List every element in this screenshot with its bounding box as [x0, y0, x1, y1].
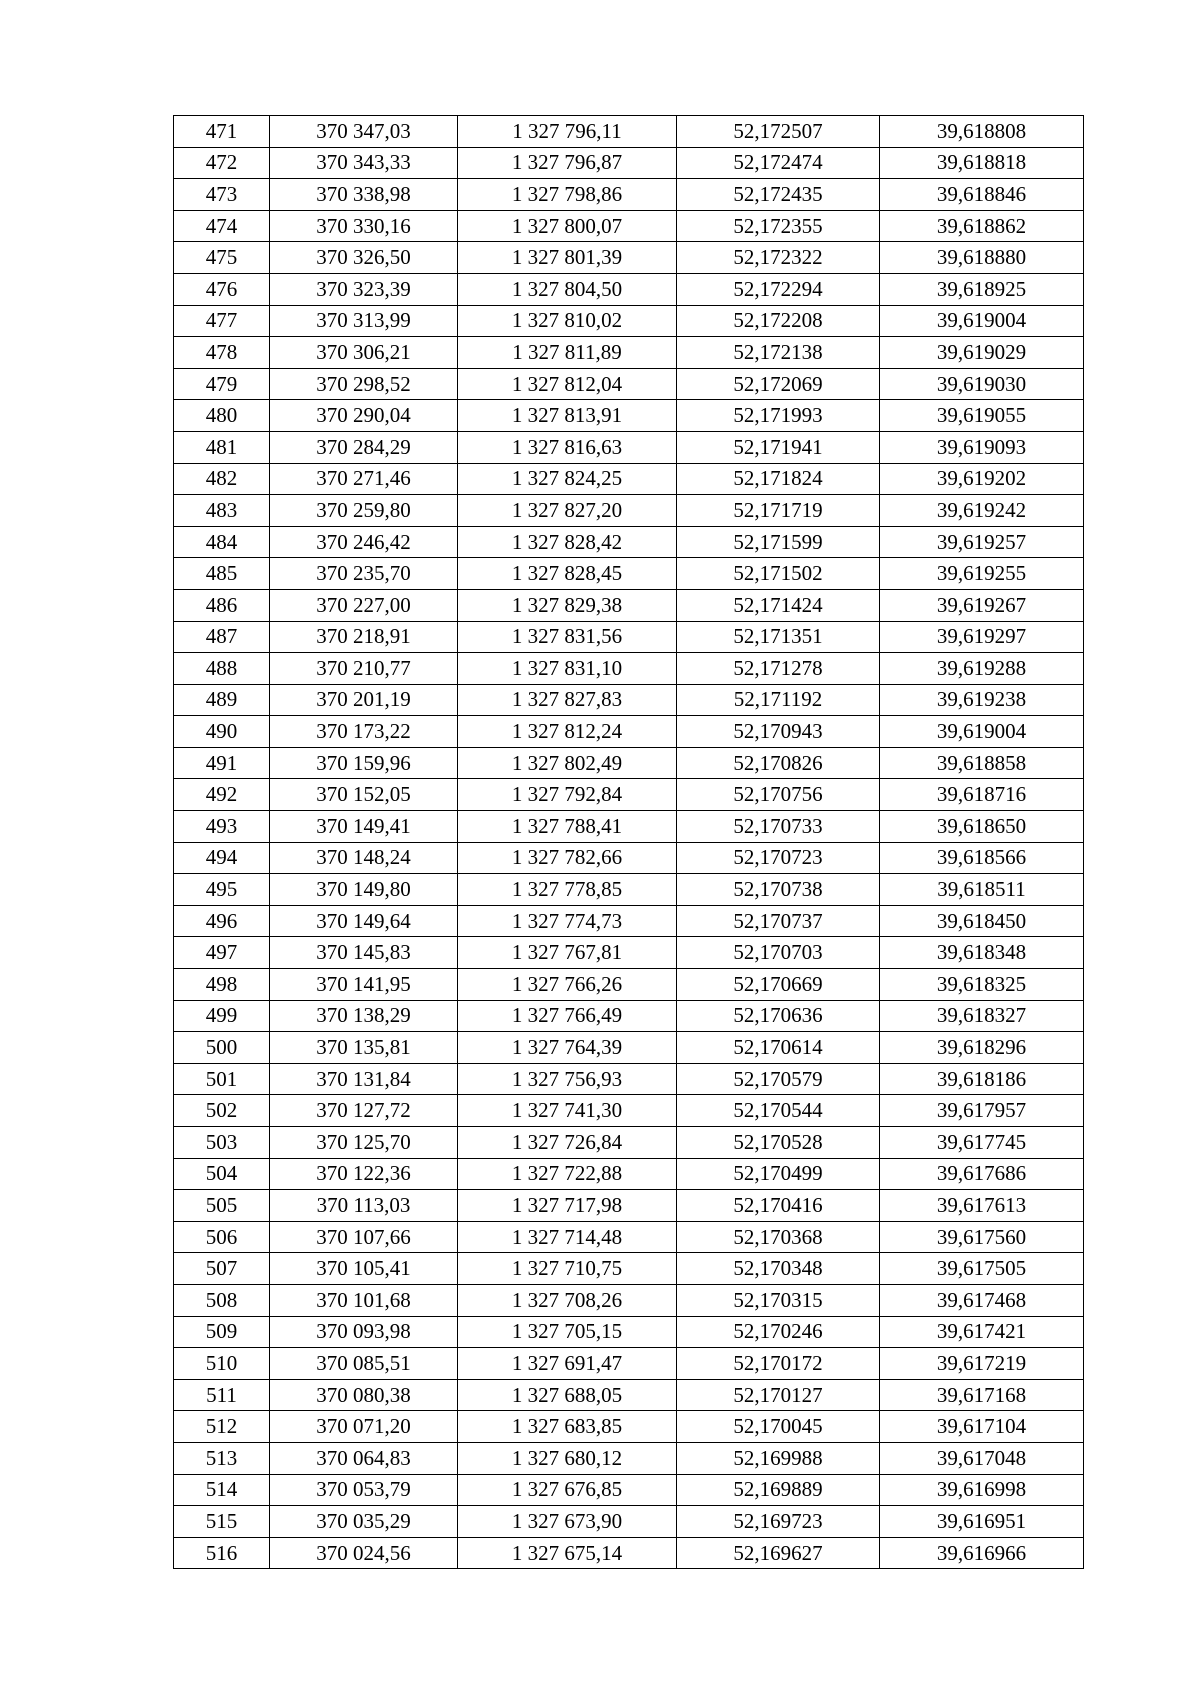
latitude-cell: 52,170127 — [677, 1379, 880, 1411]
latitude-cell: 52,172138 — [677, 337, 880, 369]
y-coordinate-cell: 1 327 691,47 — [458, 1348, 677, 1380]
longitude-cell: 39,619238 — [880, 684, 1084, 716]
y-coordinate-cell: 1 327 688,05 — [458, 1379, 677, 1411]
latitude-cell: 52,170416 — [677, 1190, 880, 1222]
point-number-cell: 508 — [174, 1284, 270, 1316]
longitude-cell: 39,616966 — [880, 1537, 1084, 1569]
x-coordinate-cell: 370 290,04 — [270, 400, 458, 432]
point-number-cell: 483 — [174, 495, 270, 527]
table-row — [174, 1442, 1084, 1474]
point-number-cell: 481 — [174, 431, 270, 463]
x-coordinate-cell: 370 284,29 — [270, 431, 458, 463]
y-coordinate-cell: 1 327 800,07 — [458, 210, 677, 242]
point-number-cell: 511 — [174, 1379, 270, 1411]
longitude-cell: 39,617505 — [880, 1253, 1084, 1285]
point-number-cell: 512 — [174, 1411, 270, 1443]
x-coordinate-cell: 370 227,00 — [270, 589, 458, 621]
point-number-cell: 501 — [174, 1063, 270, 1095]
y-coordinate-cell: 1 327 812,04 — [458, 368, 677, 400]
point-number-cell: 503 — [174, 1127, 270, 1159]
x-coordinate-cell: 370 131,84 — [270, 1063, 458, 1095]
point-number-cell: 516 — [174, 1537, 270, 1569]
longitude-cell: 39,617219 — [880, 1348, 1084, 1380]
y-coordinate-cell: 1 327 831,10 — [458, 653, 677, 685]
x-coordinate-cell: 370 085,51 — [270, 1348, 458, 1380]
x-coordinate-cell: 370 271,46 — [270, 463, 458, 495]
x-coordinate-cell: 370 338,98 — [270, 179, 458, 211]
x-coordinate-cell: 370 201,19 — [270, 684, 458, 716]
y-coordinate-cell: 1 327 831,56 — [458, 621, 677, 653]
x-coordinate-cell: 370 218,91 — [270, 621, 458, 653]
latitude-cell: 52,169627 — [677, 1537, 880, 1569]
latitude-cell: 52,171351 — [677, 621, 880, 653]
table-row — [174, 242, 1084, 274]
y-coordinate-cell: 1 327 827,83 — [458, 684, 677, 716]
table-row — [174, 1063, 1084, 1095]
table-row — [174, 1379, 1084, 1411]
latitude-cell: 52,171192 — [677, 684, 880, 716]
table-row — [174, 589, 1084, 621]
table-row — [174, 431, 1084, 463]
latitude-cell: 52,169889 — [677, 1474, 880, 1506]
y-coordinate-cell: 1 327 717,98 — [458, 1190, 677, 1222]
point-number-cell: 486 — [174, 589, 270, 621]
x-coordinate-cell: 370 149,64 — [270, 905, 458, 937]
latitude-cell: 52,170737 — [677, 905, 880, 937]
point-number-cell: 513 — [174, 1442, 270, 1474]
point-number-cell: 480 — [174, 400, 270, 432]
longitude-cell: 39,618716 — [880, 779, 1084, 811]
point-number-cell: 475 — [174, 242, 270, 274]
latitude-cell: 52,170544 — [677, 1095, 880, 1127]
y-coordinate-cell: 1 327 812,24 — [458, 716, 677, 748]
y-coordinate-cell: 1 327 782,66 — [458, 842, 677, 874]
table-row — [174, 1127, 1084, 1159]
point-number-cell: 476 — [174, 273, 270, 305]
x-coordinate-cell: 370 138,29 — [270, 1000, 458, 1032]
table-row — [174, 368, 1084, 400]
latitude-cell: 52,171599 — [677, 526, 880, 558]
latitude-cell: 52,170368 — [677, 1221, 880, 1253]
longitude-cell: 39,618450 — [880, 905, 1084, 937]
x-coordinate-cell: 370 127,72 — [270, 1095, 458, 1127]
table-row — [174, 495, 1084, 527]
y-coordinate-cell: 1 327 813,91 — [458, 400, 677, 432]
x-coordinate-cell: 370 149,80 — [270, 874, 458, 906]
longitude-cell: 39,618325 — [880, 969, 1084, 1001]
latitude-cell: 52,172294 — [677, 273, 880, 305]
table-row — [174, 305, 1084, 337]
latitude-cell: 52,171719 — [677, 495, 880, 527]
table-row — [174, 1411, 1084, 1443]
table-row — [174, 1032, 1084, 1064]
table-row — [174, 1348, 1084, 1380]
y-coordinate-cell: 1 327 778,85 — [458, 874, 677, 906]
table-row — [174, 653, 1084, 685]
longitude-cell: 39,617421 — [880, 1316, 1084, 1348]
table-row — [174, 1221, 1084, 1253]
x-coordinate-cell: 370 259,80 — [270, 495, 458, 527]
latitude-cell: 52,171941 — [677, 431, 880, 463]
point-number-cell: 493 — [174, 811, 270, 843]
x-coordinate-cell: 370 298,52 — [270, 368, 458, 400]
y-coordinate-cell: 1 327 788,41 — [458, 811, 677, 843]
latitude-cell: 52,171824 — [677, 463, 880, 495]
point-number-cell: 504 — [174, 1158, 270, 1190]
latitude-cell: 52,171993 — [677, 400, 880, 432]
point-number-cell: 495 — [174, 874, 270, 906]
latitude-cell: 52,169988 — [677, 1442, 880, 1474]
x-coordinate-cell: 370 306,21 — [270, 337, 458, 369]
x-coordinate-cell: 370 246,42 — [270, 526, 458, 558]
point-number-cell: 498 — [174, 969, 270, 1001]
latitude-cell: 52,169723 — [677, 1506, 880, 1538]
x-coordinate-cell: 370 113,03 — [270, 1190, 458, 1222]
x-coordinate-cell: 370 024,56 — [270, 1537, 458, 1569]
table-row — [174, 273, 1084, 305]
x-coordinate-cell: 370 135,81 — [270, 1032, 458, 1064]
table-row — [174, 716, 1084, 748]
point-number-cell: 502 — [174, 1095, 270, 1127]
latitude-cell: 52,170246 — [677, 1316, 880, 1348]
longitude-cell: 39,619202 — [880, 463, 1084, 495]
longitude-cell: 39,618858 — [880, 747, 1084, 779]
point-number-cell: 494 — [174, 842, 270, 874]
y-coordinate-cell: 1 327 802,49 — [458, 747, 677, 779]
latitude-cell: 52,171278 — [677, 653, 880, 685]
latitude-cell: 52,170579 — [677, 1063, 880, 1095]
coordinates-table-body — [174, 116, 1084, 1569]
table-row — [174, 147, 1084, 179]
latitude-cell: 52,172474 — [677, 147, 880, 179]
latitude-cell: 52,172507 — [677, 116, 880, 148]
y-coordinate-cell: 1 327 828,45 — [458, 558, 677, 590]
y-coordinate-cell: 1 327 708,26 — [458, 1284, 677, 1316]
longitude-cell: 39,617560 — [880, 1221, 1084, 1253]
x-coordinate-cell: 370 159,96 — [270, 747, 458, 779]
table-row — [174, 210, 1084, 242]
latitude-cell: 52,170733 — [677, 811, 880, 843]
x-coordinate-cell: 370 330,16 — [270, 210, 458, 242]
latitude-cell: 52,171502 — [677, 558, 880, 590]
longitude-cell: 39,618186 — [880, 1063, 1084, 1095]
y-coordinate-cell: 1 327 816,63 — [458, 431, 677, 463]
point-number-cell: 509 — [174, 1316, 270, 1348]
latitude-cell: 52,171424 — [677, 589, 880, 621]
point-number-cell: 478 — [174, 337, 270, 369]
latitude-cell: 52,170636 — [677, 1000, 880, 1032]
table-row — [174, 337, 1084, 369]
table-row — [174, 811, 1084, 843]
point-number-cell: 510 — [174, 1348, 270, 1380]
longitude-cell: 39,619255 — [880, 558, 1084, 590]
latitude-cell: 52,170723 — [677, 842, 880, 874]
y-coordinate-cell: 1 327 766,49 — [458, 1000, 677, 1032]
x-coordinate-cell: 370 035,29 — [270, 1506, 458, 1538]
longitude-cell: 39,616998 — [880, 1474, 1084, 1506]
longitude-cell: 39,617745 — [880, 1127, 1084, 1159]
table-row — [174, 842, 1084, 874]
x-coordinate-cell: 370 173,22 — [270, 716, 458, 748]
table-row — [174, 526, 1084, 558]
table-row — [174, 1253, 1084, 1285]
table-row — [174, 969, 1084, 1001]
longitude-cell: 39,619029 — [880, 337, 1084, 369]
longitude-cell: 39,618511 — [880, 874, 1084, 906]
latitude-cell: 52,170943 — [677, 716, 880, 748]
y-coordinate-cell: 1 327 801,39 — [458, 242, 677, 274]
longitude-cell: 39,617468 — [880, 1284, 1084, 1316]
x-coordinate-cell: 370 152,05 — [270, 779, 458, 811]
y-coordinate-cell: 1 327 680,12 — [458, 1442, 677, 1474]
x-coordinate-cell: 370 071,20 — [270, 1411, 458, 1443]
x-coordinate-cell: 370 105,41 — [270, 1253, 458, 1285]
longitude-cell: 39,618818 — [880, 147, 1084, 179]
x-coordinate-cell: 370 148,24 — [270, 842, 458, 874]
latitude-cell: 52,170528 — [677, 1127, 880, 1159]
longitude-cell: 39,619257 — [880, 526, 1084, 558]
longitude-cell: 39,617104 — [880, 1411, 1084, 1443]
y-coordinate-cell: 1 327 767,81 — [458, 937, 677, 969]
latitude-cell: 52,170172 — [677, 1348, 880, 1380]
longitude-cell: 39,619297 — [880, 621, 1084, 653]
longitude-cell: 39,619267 — [880, 589, 1084, 621]
point-number-cell: 474 — [174, 210, 270, 242]
y-coordinate-cell: 1 327 710,75 — [458, 1253, 677, 1285]
longitude-cell: 39,618348 — [880, 937, 1084, 969]
point-number-cell: 490 — [174, 716, 270, 748]
table-row — [174, 874, 1084, 906]
x-coordinate-cell: 370 326,50 — [270, 242, 458, 274]
x-coordinate-cell: 370 064,83 — [270, 1442, 458, 1474]
table-row — [174, 937, 1084, 969]
y-coordinate-cell: 1 327 766,26 — [458, 969, 677, 1001]
point-number-cell: 477 — [174, 305, 270, 337]
latitude-cell: 52,172322 — [677, 242, 880, 274]
longitude-cell: 39,618327 — [880, 1000, 1084, 1032]
point-number-cell: 499 — [174, 1000, 270, 1032]
point-number-cell: 514 — [174, 1474, 270, 1506]
x-coordinate-cell: 370 122,36 — [270, 1158, 458, 1190]
longitude-cell: 39,617686 — [880, 1158, 1084, 1190]
y-coordinate-cell: 1 327 741,30 — [458, 1095, 677, 1127]
longitude-cell: 39,619093 — [880, 431, 1084, 463]
y-coordinate-cell: 1 327 798,86 — [458, 179, 677, 211]
longitude-cell: 39,619055 — [880, 400, 1084, 432]
point-number-cell: 488 — [174, 653, 270, 685]
x-coordinate-cell: 370 125,70 — [270, 1127, 458, 1159]
y-coordinate-cell: 1 327 811,89 — [458, 337, 677, 369]
longitude-cell: 39,617957 — [880, 1095, 1084, 1127]
longitude-cell: 39,617048 — [880, 1442, 1084, 1474]
latitude-cell: 52,170669 — [677, 969, 880, 1001]
latitude-cell: 52,170045 — [677, 1411, 880, 1443]
y-coordinate-cell: 1 327 722,88 — [458, 1158, 677, 1190]
table-row — [174, 1537, 1084, 1569]
latitude-cell: 52,170826 — [677, 747, 880, 779]
x-coordinate-cell: 370 080,38 — [270, 1379, 458, 1411]
table-row — [174, 179, 1084, 211]
x-coordinate-cell: 370 210,77 — [270, 653, 458, 685]
point-number-cell: 497 — [174, 937, 270, 969]
x-coordinate-cell: 370 235,70 — [270, 558, 458, 590]
table-row — [174, 1284, 1084, 1316]
y-coordinate-cell: 1 327 810,02 — [458, 305, 677, 337]
x-coordinate-cell: 370 149,41 — [270, 811, 458, 843]
table-row — [174, 1190, 1084, 1222]
point-number-cell: 471 — [174, 116, 270, 148]
point-number-cell: 479 — [174, 368, 270, 400]
table-row — [174, 905, 1084, 937]
latitude-cell: 52,172435 — [677, 179, 880, 211]
longitude-cell: 39,618880 — [880, 242, 1084, 274]
latitude-cell: 52,172069 — [677, 368, 880, 400]
y-coordinate-cell: 1 327 675,14 — [458, 1537, 677, 1569]
point-number-cell: 496 — [174, 905, 270, 937]
point-number-cell: 506 — [174, 1221, 270, 1253]
x-coordinate-cell: 370 323,39 — [270, 273, 458, 305]
latitude-cell: 52,170499 — [677, 1158, 880, 1190]
point-number-cell: 482 — [174, 463, 270, 495]
x-coordinate-cell: 370 101,68 — [270, 1284, 458, 1316]
longitude-cell: 39,618650 — [880, 811, 1084, 843]
point-number-cell: 507 — [174, 1253, 270, 1285]
table-row — [174, 1474, 1084, 1506]
y-coordinate-cell: 1 327 726,84 — [458, 1127, 677, 1159]
longitude-cell: 39,619030 — [880, 368, 1084, 400]
latitude-cell: 52,170738 — [677, 874, 880, 906]
latitude-cell: 52,170315 — [677, 1284, 880, 1316]
longitude-cell: 39,618296 — [880, 1032, 1084, 1064]
longitude-cell: 39,616951 — [880, 1506, 1084, 1538]
latitude-cell: 52,170703 — [677, 937, 880, 969]
table-row — [174, 116, 1084, 148]
y-coordinate-cell: 1 327 796,87 — [458, 147, 677, 179]
table-row — [174, 1000, 1084, 1032]
y-coordinate-cell: 1 327 714,48 — [458, 1221, 677, 1253]
latitude-cell: 52,170614 — [677, 1032, 880, 1064]
table-row — [174, 1158, 1084, 1190]
point-number-cell: 505 — [174, 1190, 270, 1222]
longitude-cell: 39,617613 — [880, 1190, 1084, 1222]
x-coordinate-cell: 370 053,79 — [270, 1474, 458, 1506]
table-row — [174, 779, 1084, 811]
y-coordinate-cell: 1 327 764,39 — [458, 1032, 677, 1064]
x-coordinate-cell: 370 313,99 — [270, 305, 458, 337]
point-number-cell: 485 — [174, 558, 270, 590]
longitude-cell: 39,618925 — [880, 273, 1084, 305]
longitude-cell: 39,619288 — [880, 653, 1084, 685]
point-number-cell: 491 — [174, 747, 270, 779]
y-coordinate-cell: 1 327 705,15 — [458, 1316, 677, 1348]
y-coordinate-cell: 1 327 796,11 — [458, 116, 677, 148]
longitude-cell: 39,619004 — [880, 716, 1084, 748]
longitude-cell: 39,618862 — [880, 210, 1084, 242]
y-coordinate-cell: 1 327 824,25 — [458, 463, 677, 495]
x-coordinate-cell: 370 107,66 — [270, 1221, 458, 1253]
point-number-cell: 489 — [174, 684, 270, 716]
table-row — [174, 1506, 1084, 1538]
latitude-cell: 52,170348 — [677, 1253, 880, 1285]
y-coordinate-cell: 1 327 756,93 — [458, 1063, 677, 1095]
point-number-cell: 500 — [174, 1032, 270, 1064]
table-row — [174, 400, 1084, 432]
longitude-cell: 39,619242 — [880, 495, 1084, 527]
y-coordinate-cell: 1 327 676,85 — [458, 1474, 677, 1506]
table-row — [174, 621, 1084, 653]
y-coordinate-cell: 1 327 829,38 — [458, 589, 677, 621]
table-row — [174, 747, 1084, 779]
y-coordinate-cell: 1 327 774,73 — [458, 905, 677, 937]
x-coordinate-cell: 370 343,33 — [270, 147, 458, 179]
x-coordinate-cell: 370 145,83 — [270, 937, 458, 969]
table-row — [174, 1316, 1084, 1348]
longitude-cell: 39,619004 — [880, 305, 1084, 337]
point-number-cell: 473 — [174, 179, 270, 211]
point-number-cell: 472 — [174, 147, 270, 179]
table-row — [174, 463, 1084, 495]
point-number-cell: 492 — [174, 779, 270, 811]
y-coordinate-cell: 1 327 804,50 — [458, 273, 677, 305]
coordinates-table — [173, 115, 1084, 1569]
latitude-cell: 52,170756 — [677, 779, 880, 811]
y-coordinate-cell: 1 327 683,85 — [458, 1411, 677, 1443]
latitude-cell: 52,172355 — [677, 210, 880, 242]
y-coordinate-cell: 1 327 792,84 — [458, 779, 677, 811]
longitude-cell: 39,617168 — [880, 1379, 1084, 1411]
latitude-cell: 52,172208 — [677, 305, 880, 337]
point-number-cell: 515 — [174, 1506, 270, 1538]
table-row — [174, 684, 1084, 716]
y-coordinate-cell: 1 327 827,20 — [458, 495, 677, 527]
table-row — [174, 1095, 1084, 1127]
x-coordinate-cell: 370 347,03 — [270, 116, 458, 148]
point-number-cell: 487 — [174, 621, 270, 653]
x-coordinate-cell: 370 141,95 — [270, 969, 458, 1001]
longitude-cell: 39,618846 — [880, 179, 1084, 211]
longitude-cell: 39,618566 — [880, 842, 1084, 874]
y-coordinate-cell: 1 327 828,42 — [458, 526, 677, 558]
longitude-cell: 39,618808 — [880, 116, 1084, 148]
table-row — [174, 558, 1084, 590]
y-coordinate-cell: 1 327 673,90 — [458, 1506, 677, 1538]
point-number-cell: 484 — [174, 526, 270, 558]
x-coordinate-cell: 370 093,98 — [270, 1316, 458, 1348]
